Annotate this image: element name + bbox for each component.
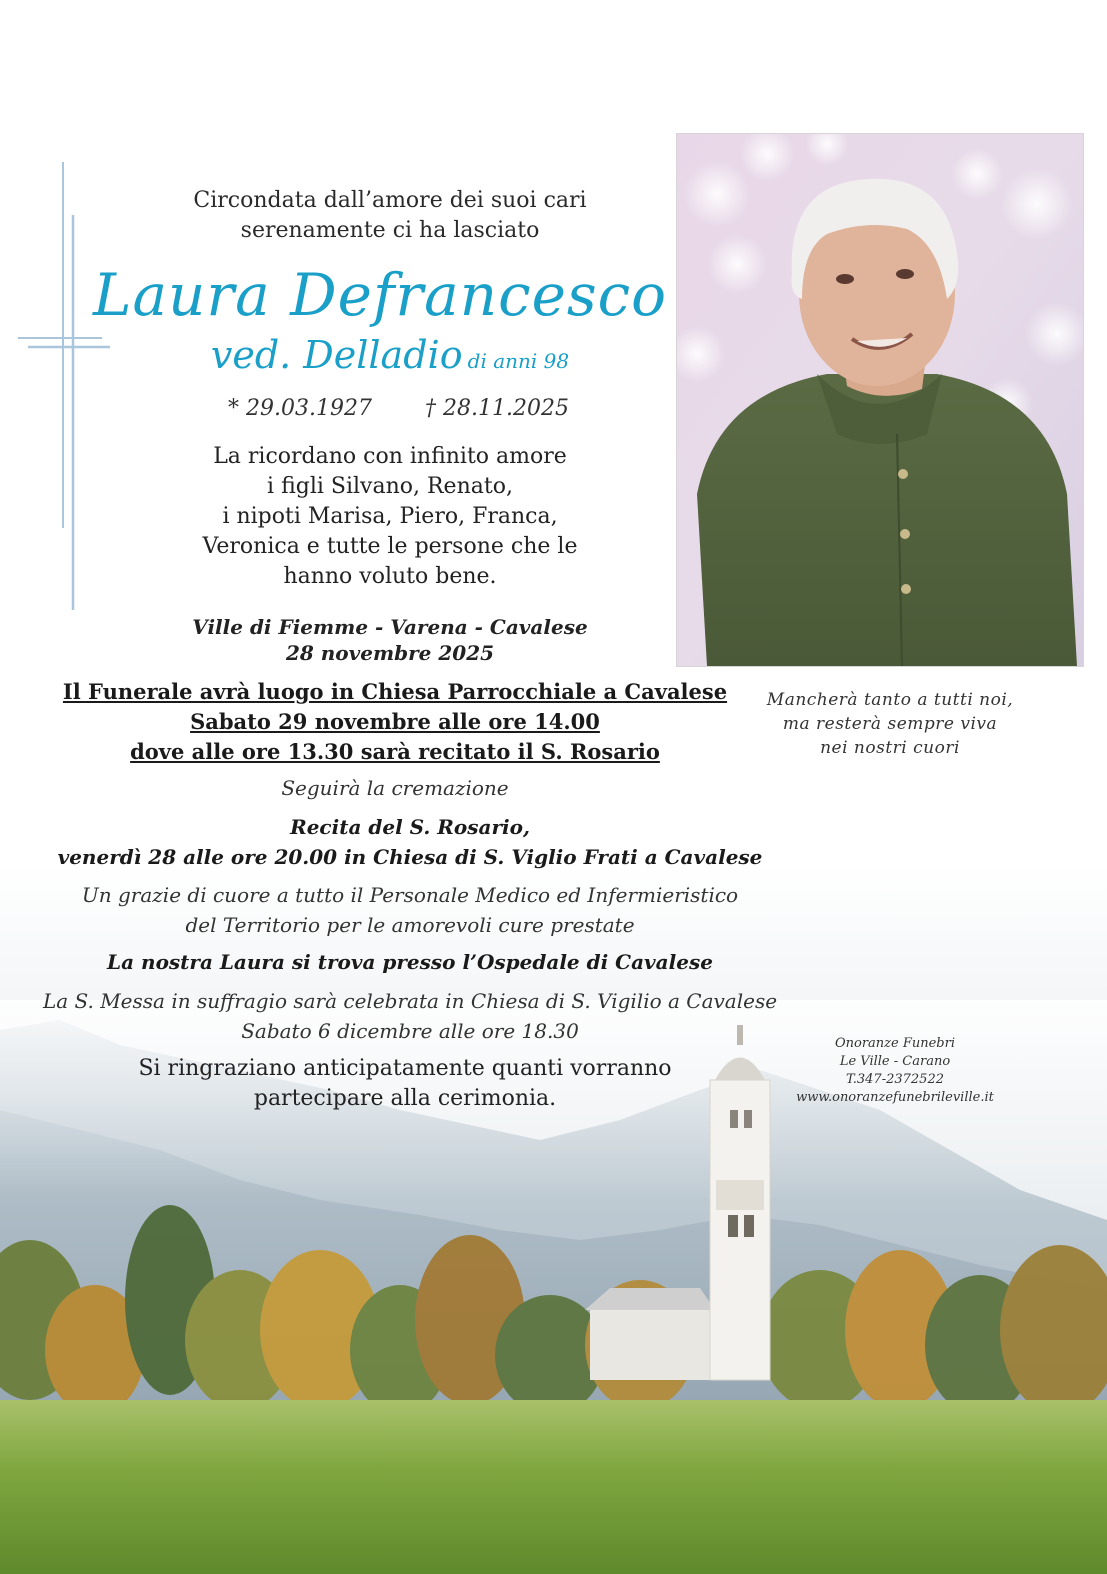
- funeral-line: Sabato 29 novembre alle ore 14.00: [190, 709, 600, 734]
- age: di anni 98: [467, 349, 570, 373]
- remembrance-line: i nipoti Marisa, Piero, Franca,: [222, 504, 558, 529]
- quote-line: ma resterà sempre viva: [782, 714, 998, 734]
- hospital-note: La nostra Laura si trova presso l’Ospedale di Cavalese: [107, 950, 713, 974]
- date: 28 novembre 2025: [285, 641, 495, 665]
- remembrance-line: hanno voluto bene.: [283, 564, 497, 589]
- place: Ville di Fiemme - Varena - Cavalese: [192, 615, 588, 639]
- quote-line: Mancherà tanto a tutti noi,: [766, 690, 1014, 710]
- mass-line: La S. Messa in suffragio sarà celebrata in Chiesa di S. Vigilio a Cavalese: [42, 989, 778, 1013]
- intro-line-1: Circondata dall’amore dei suoi cari: [193, 188, 587, 213]
- funeral-line: dove alle ore 13.30 sarà recitato il S. Rosario: [130, 739, 660, 764]
- medical-thanks-line: del Territorio per le amorevoli cure prestate: [185, 913, 635, 937]
- intro-text: [140, 186, 640, 246]
- funeral-agency: [770, 1035, 1020, 1107]
- final-thanks: [120, 1054, 690, 1114]
- mass-line: Sabato 6 dicembre alle ore 18.30: [241, 1019, 579, 1043]
- deceased-name: Laura Defrancesco: [92, 261, 668, 329]
- birth-date: * 29.03.1927: [228, 396, 372, 421]
- rosary-detail: venerdì 28 alle ore 20.00 in Chiesa di S. Viglio Frati a Cavalese: [57, 845, 763, 869]
- cremation-note: Seguirà la cremazione: [281, 776, 509, 800]
- memorial-quote: [740, 688, 1040, 760]
- portrait-photo: [676, 133, 1084, 667]
- remembrance-line: Veronica e tutte le persone che le: [202, 534, 578, 559]
- place-date: [140, 614, 640, 666]
- death-date: † 28.11.2025: [425, 396, 569, 421]
- funeral-info: [40, 677, 750, 767]
- portrait-image: [677, 134, 1083, 666]
- medical-thanks-line: Un grazie di cuore a tutto il Personale Medico ed Infermieristico: [81, 883, 739, 907]
- agency-name: Onoranze Funebri: [834, 1036, 956, 1051]
- remembrance-line: La ricordano con infinito amore: [213, 444, 567, 469]
- remembrance-line: i figli Silvano, Renato,: [267, 474, 513, 499]
- agency-location: Le Ville - Carano: [839, 1054, 951, 1069]
- final-thanks-line: Si ringraziano anticipatamente quanti vorranno: [138, 1056, 672, 1081]
- rosary-title: Recita del S. Rosario,: [290, 815, 530, 839]
- medical-thanks: [40, 880, 780, 940]
- rosary-info: [40, 812, 780, 872]
- funeral-line: Il Funerale avrà luogo in Chiesa Parrocchiale a Cavalese: [62, 679, 728, 704]
- mass-info: [20, 986, 800, 1046]
- final-thanks-line: partecipare alla cerimonia.: [253, 1086, 557, 1111]
- quote-line: nei nostri cuori: [820, 738, 960, 758]
- remembrance-text: [160, 442, 620, 592]
- widow-line: [140, 332, 640, 386]
- agency-phone: T.347-2372522: [846, 1072, 944, 1087]
- agency-website[interactable]: www.onoranzefunebrileville.it: [796, 1090, 994, 1105]
- widow-of: ved. Delladio: [210, 333, 463, 377]
- intro-line-2: serenamente ci ha lasciato: [240, 218, 540, 243]
